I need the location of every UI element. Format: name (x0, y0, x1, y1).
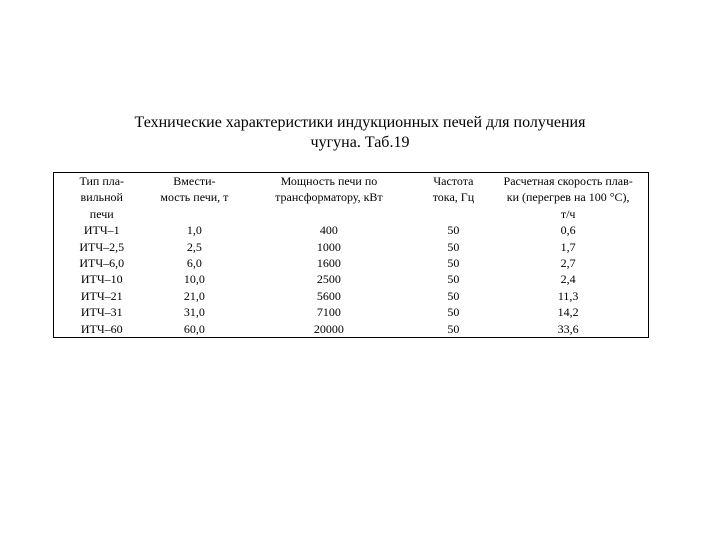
cell-capacity: 31,0 (183, 305, 205, 320)
header-capacity-line: Вмести- (173, 174, 216, 188)
cell-melt-rate: 2,4 (560, 272, 576, 287)
cell-capacity: 1,0 (186, 223, 202, 238)
cell-capacity: 60,0 (183, 321, 205, 336)
cell-power: 1600 (316, 256, 341, 271)
cell-melt-rate: 0,6 (560, 223, 576, 238)
cell-power: 20000 (313, 321, 344, 336)
table-header-row (54, 173, 649, 223)
cell-capacity: 21,0 (183, 288, 205, 303)
header-capacity (150, 173, 240, 223)
cell-capacity: 10,0 (183, 272, 205, 287)
header-melt-rate-line: т/ч (560, 206, 576, 221)
cell-furnace-type: ИТЧ–31 (80, 305, 123, 320)
cell-melt-rate: 11,3 (557, 288, 579, 303)
cell-melt-rate: 14,2 (557, 305, 579, 320)
table-row (54, 304, 649, 320)
table-title (60, 113, 660, 153)
header-frequency-line: тока, Гц (432, 190, 475, 205)
furnace-specs-table (53, 172, 649, 338)
header-frequency (419, 173, 489, 223)
cell-frequency: 50 (447, 321, 460, 336)
table-row (54, 255, 649, 271)
cell-frequency: 50 (447, 288, 460, 303)
cell-furnace-type: ИТЧ–1 (83, 223, 120, 238)
table-row (54, 321, 649, 338)
table-row (54, 288, 649, 304)
header-melt-rate-line: ки (перегрев на 100 °С), (506, 190, 630, 205)
table-title-line-1: Технические характеристики индукционных печей для получения (134, 114, 586, 131)
header-power-line: Мощность печи по (280, 174, 378, 188)
table-header (54, 173, 649, 223)
header-power (239, 173, 418, 223)
cell-power: 2500 (316, 272, 341, 287)
table-row (54, 222, 649, 238)
cell-melt-rate: 1,7 (560, 239, 576, 254)
cell-furnace-type: ИТЧ–60 (80, 321, 123, 336)
cell-frequency: 50 (447, 305, 460, 320)
table-row (54, 239, 649, 255)
cell-power: 1000 (316, 239, 341, 254)
table-body (54, 222, 649, 337)
header-furnace-type-line: печи (89, 206, 114, 221)
cell-melt-rate: 33,6 (557, 321, 579, 336)
header-melt-rate-line: Расчетная скорость плав- (503, 174, 633, 188)
cell-power: 7100 (316, 305, 341, 320)
header-furnace-type-line: вильной (80, 190, 123, 205)
cell-furnace-type: ИТЧ–6,0 (79, 256, 125, 271)
header-furnace-type-line: Тип пла- (79, 174, 125, 188)
header-capacity-line: мость печи, т (160, 190, 229, 205)
cell-furnace-type: ИТЧ–21 (80, 288, 123, 303)
table-row (54, 271, 649, 287)
header-power-line: трансформатору, кВт (275, 190, 383, 205)
cell-capacity: 6,0 (186, 256, 202, 271)
cell-frequency: 50 (447, 223, 460, 238)
cell-frequency: 50 (447, 239, 460, 254)
cell-power: 5600 (316, 288, 341, 303)
header-frequency-line: Частота (433, 174, 474, 188)
cell-furnace-type: ИТЧ–10 (80, 272, 123, 287)
cell-frequency: 50 (447, 256, 460, 271)
cell-melt-rate: 2,7 (560, 256, 576, 271)
cell-furnace-type: ИТЧ–2,5 (79, 239, 125, 254)
cell-frequency: 50 (447, 272, 460, 287)
header-melt-rate (488, 173, 648, 223)
table-title-line-2: чугуна. Таб.19 (310, 134, 410, 151)
header-furnace-type (54, 173, 150, 223)
cell-capacity: 2,5 (186, 239, 202, 254)
cell-power: 400 (319, 223, 338, 238)
